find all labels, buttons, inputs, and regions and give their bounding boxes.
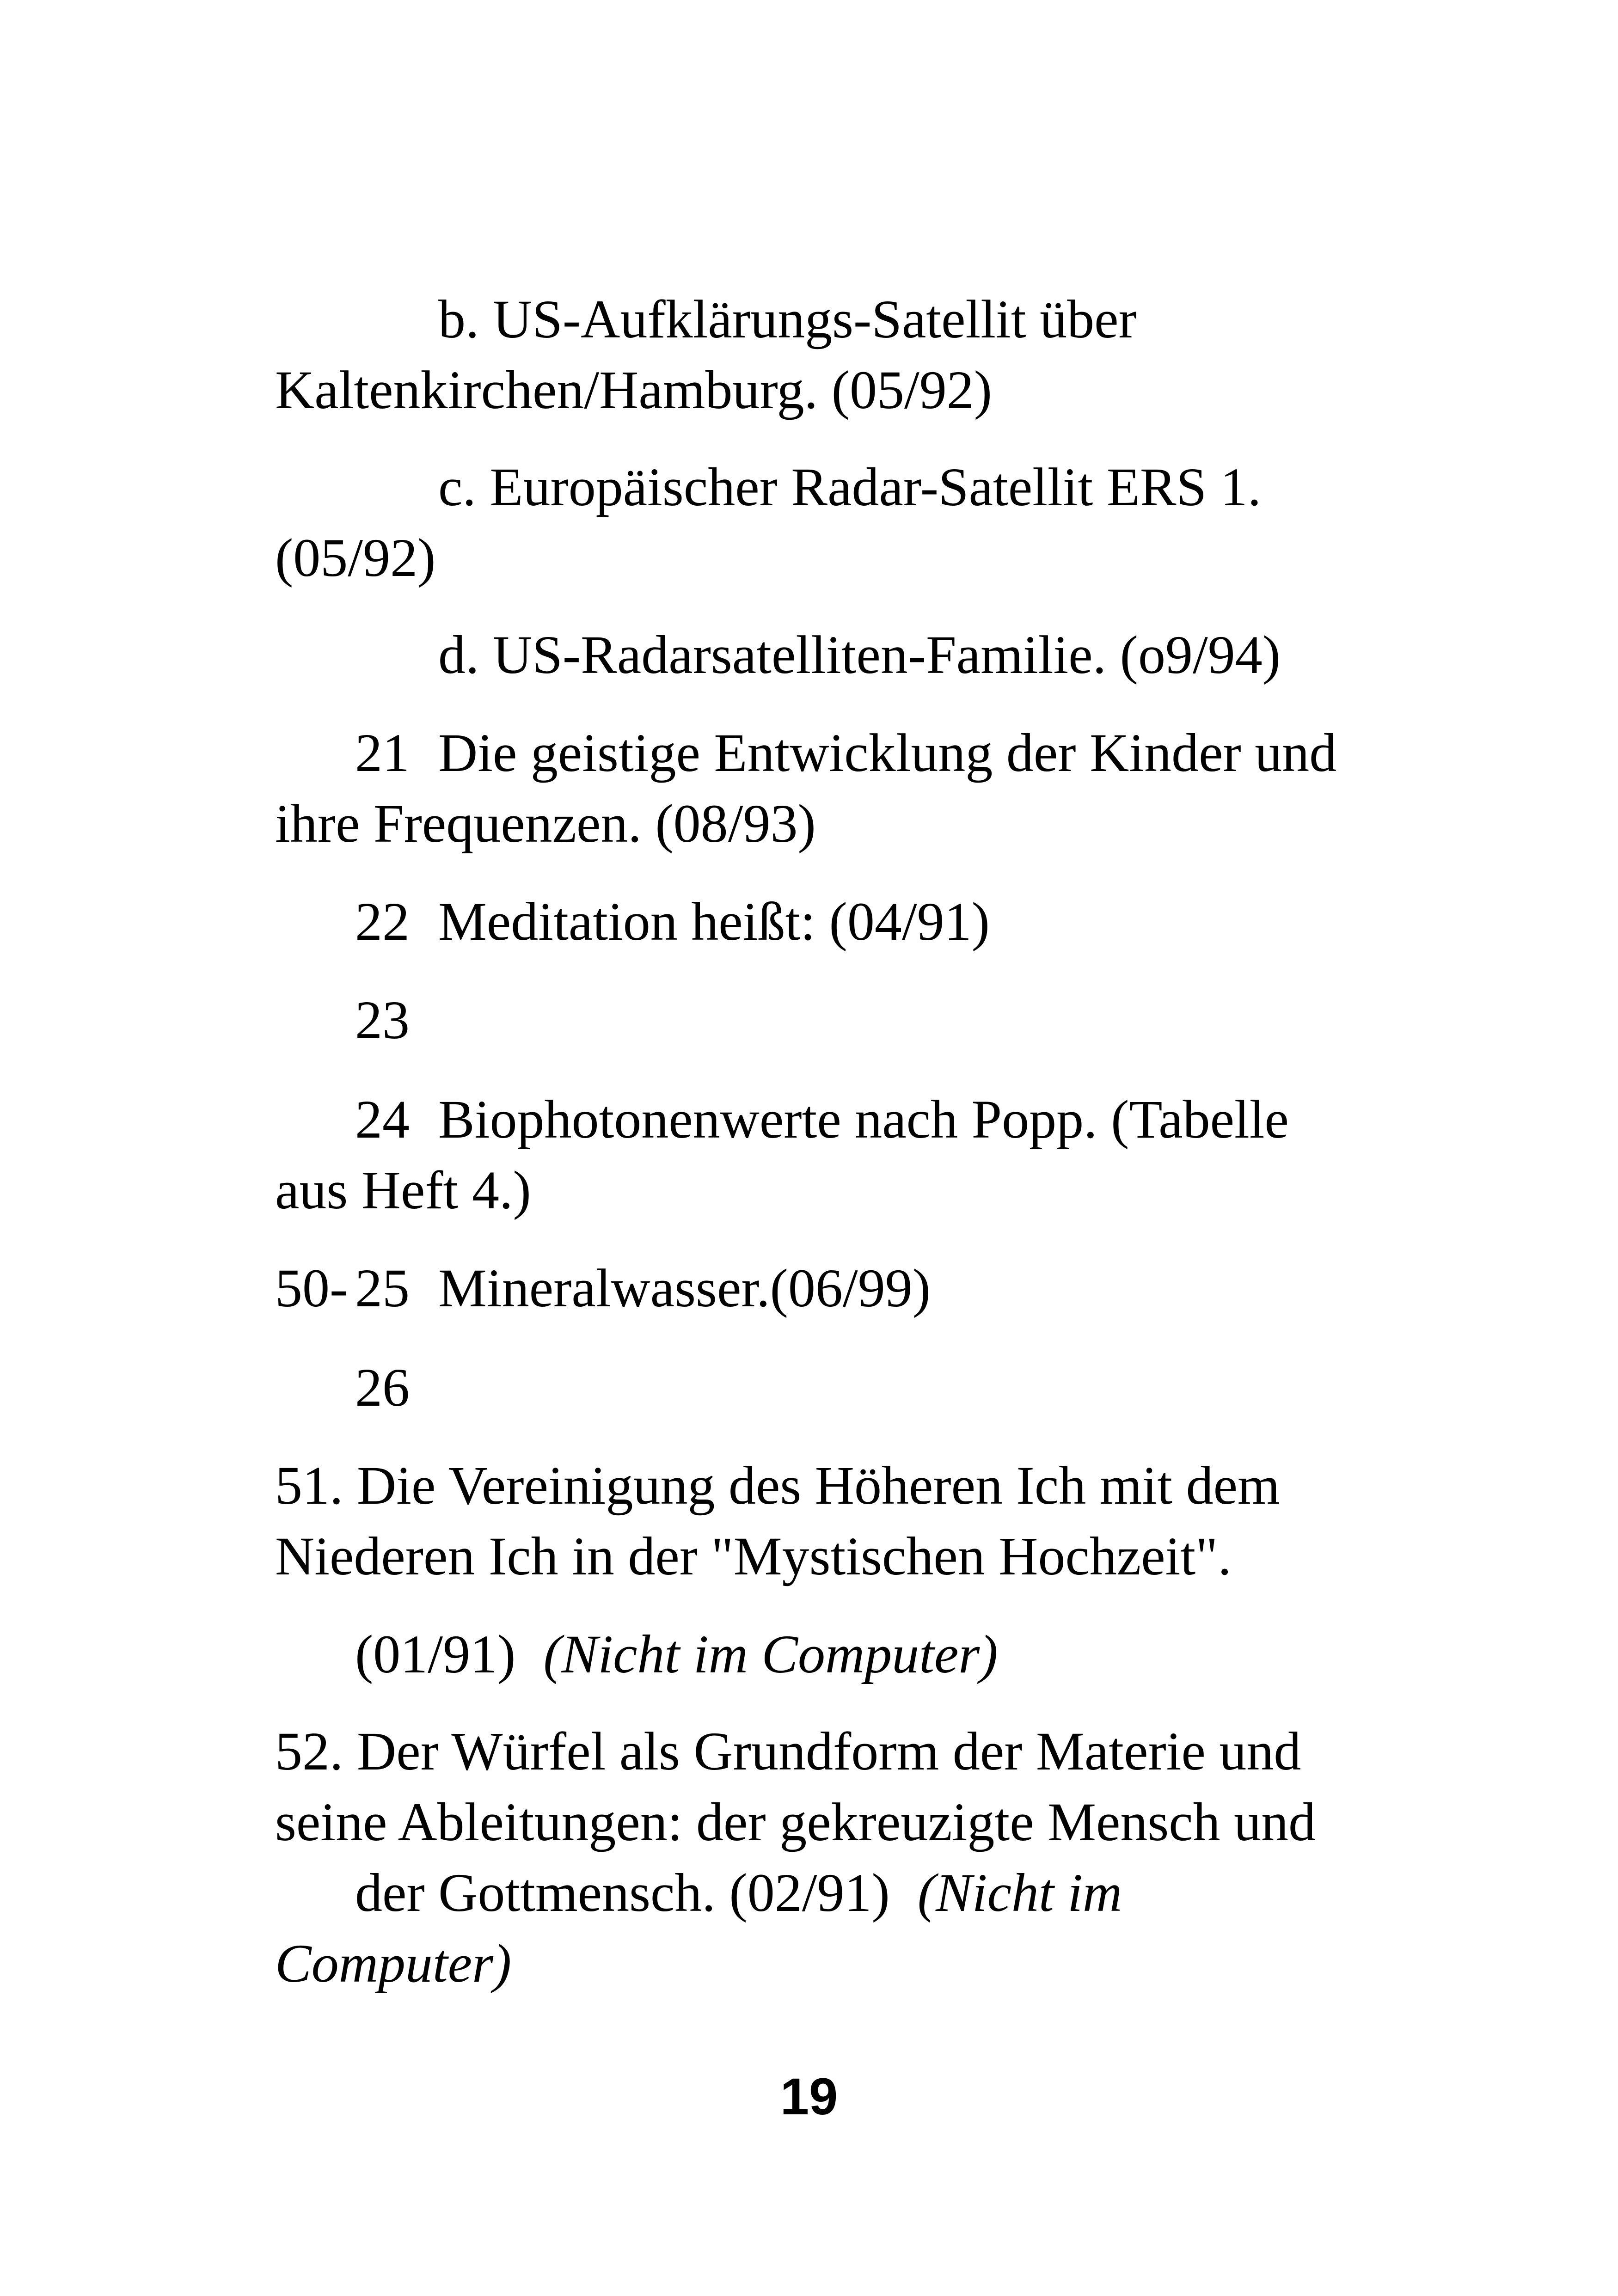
entry-d-line-1: d. US-Radarsatelliten-Familie. (o9/94) — [438, 625, 1281, 685]
entry-c-line-1: c. Europäischer Radar-Satellit ERS 1. — [438, 457, 1262, 517]
entry-number: 24 — [355, 1089, 410, 1150]
entry-25-title: Mineralwasser.(06/99) — [438, 1258, 931, 1318]
entry-22 — [355, 891, 990, 952]
entry-c-line-2: (05/92) — [275, 527, 436, 588]
entry-prefix: 50- — [275, 1258, 348, 1318]
entry-24-line-2: aus Heft 4.) — [275, 1160, 531, 1220]
entry-52-note: (Nicht im — [917, 1862, 1122, 1923]
entry-number: 23 — [355, 990, 410, 1050]
entry-21-line-1 — [355, 722, 1337, 783]
entry-b-line-2: Kaltenkirchen/Hamburg. (05/92) — [275, 360, 993, 420]
entry-51-line-3 — [355, 1624, 998, 1684]
entry-22-title: Meditation heißt: (04/91) — [438, 891, 990, 952]
entry-52-text: der Gottmensch. (02/91) — [355, 1862, 890, 1923]
entry-25 — [275, 1258, 931, 1318]
entry-52-line-1: 52. Der Würfel als Grundform der Materie und — [275, 1721, 1301, 1782]
entry-21-line-2: ihre Frequenzen. (08/93) — [275, 793, 816, 854]
entry-number: 26 — [355, 1357, 410, 1418]
entry-51-line-1: 51. Die Vereinigung des Höheren Ich mit dem — [275, 1455, 1280, 1516]
entry-51-date: (01/91) — [355, 1624, 516, 1684]
entry-52-note-continued: Computer) — [275, 1933, 512, 1994]
entry-52-line-2: seine Ableitungen: der gekreuzigte Mensch und — [275, 1792, 1316, 1852]
entry-26 — [355, 1357, 438, 1418]
entry-number: 25 — [355, 1258, 410, 1318]
entry-23 — [355, 990, 438, 1050]
entry-51-line-2: Niederen Ich in der "Mystischen Hochzeit". — [275, 1526, 1232, 1586]
entry-b-line-1: b. US-Aufklärungs-Satellit über — [438, 289, 1137, 349]
entry-24-title: Biophotonenwerte nach Popp. (Tabelle — [438, 1089, 1289, 1150]
page-number: 19 — [780, 2068, 838, 2125]
entry-52-line-4 — [275, 1933, 512, 1994]
entry-51-note: (Nicht im Computer) — [543, 1624, 998, 1684]
entry-24-line-1 — [355, 1089, 1289, 1150]
entry-21-title: Die geistige Entwicklung der Kinder und — [438, 722, 1337, 783]
entry-number: 22 — [355, 891, 410, 952]
entry-52-line-3 — [355, 1862, 1122, 1923]
entry-number: 21 — [355, 722, 410, 783]
